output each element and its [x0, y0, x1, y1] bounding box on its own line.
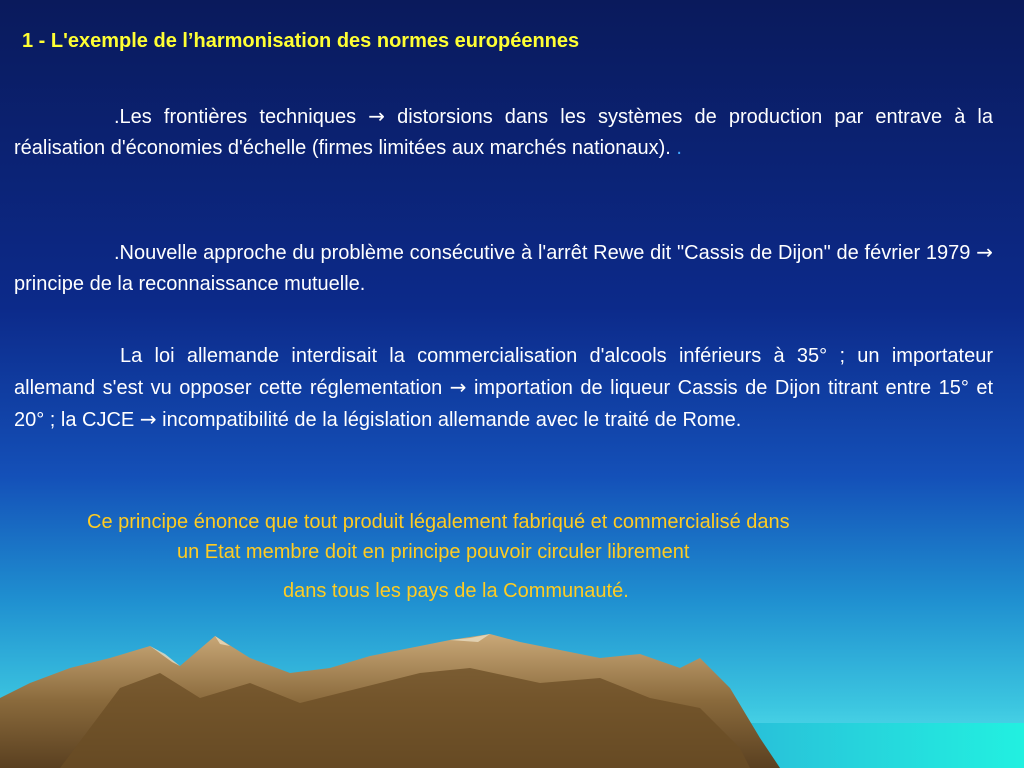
- paragraph-technical-borders: [14, 101, 993, 164]
- slide-title: 1 - L'exemple de l’harmonisation des normes européennes: [22, 30, 580, 52]
- paragraph-text: importation de liqueur Cassis de Dijon titrant entre 15° et 20° ; la CJCE: [14, 377, 994, 431]
- paragraph-german-law: [14, 341, 993, 436]
- paragraph-text: principe de la reconnaissance mutuelle.: [14, 273, 366, 295]
- right-arrow-icon: →: [449, 375, 467, 399]
- principle-line-3: dans tous les pays de la Communauté.: [283, 580, 629, 602]
- paragraph-text: incompatibilité de la législation allemande avec le traité de Rome.: [156, 409, 742, 431]
- paragraph-text: distorsions dans les systèmes de production par entrave à la réalisation d'économies d'échelle (firmes limitées aux marchés nationaux).: [14, 106, 993, 159]
- paragraph-text: .Les frontières techniques: [114, 106, 369, 128]
- right-arrow-icon: →: [976, 240, 993, 264]
- principle-line-2: un Etat membre doit en principe pouvoir circuler librement: [177, 541, 690, 563]
- trailing-dot: .: [676, 137, 682, 159]
- paragraph-text: .Nouvelle approche du problème consécutive à l'arrêt Rewe dit "Cassis de Dijon" de février 1979: [114, 242, 977, 264]
- paragraph-new-approach: [14, 237, 993, 300]
- right-arrow-icon: →: [139, 407, 157, 431]
- right-arrow-icon: →: [368, 104, 385, 128]
- paragraph-text: La loi allemande interdisait la commercialisation d'alcools inférieurs à 35° ; un importateur allemand s'est vu opposer cette réglementation: [14, 345, 993, 399]
- mountains-illustration: [0, 628, 1024, 768]
- principle-line-1: Ce principe énonce que tout produit légalement fabriqué et commercialisé dans: [87, 511, 790, 533]
